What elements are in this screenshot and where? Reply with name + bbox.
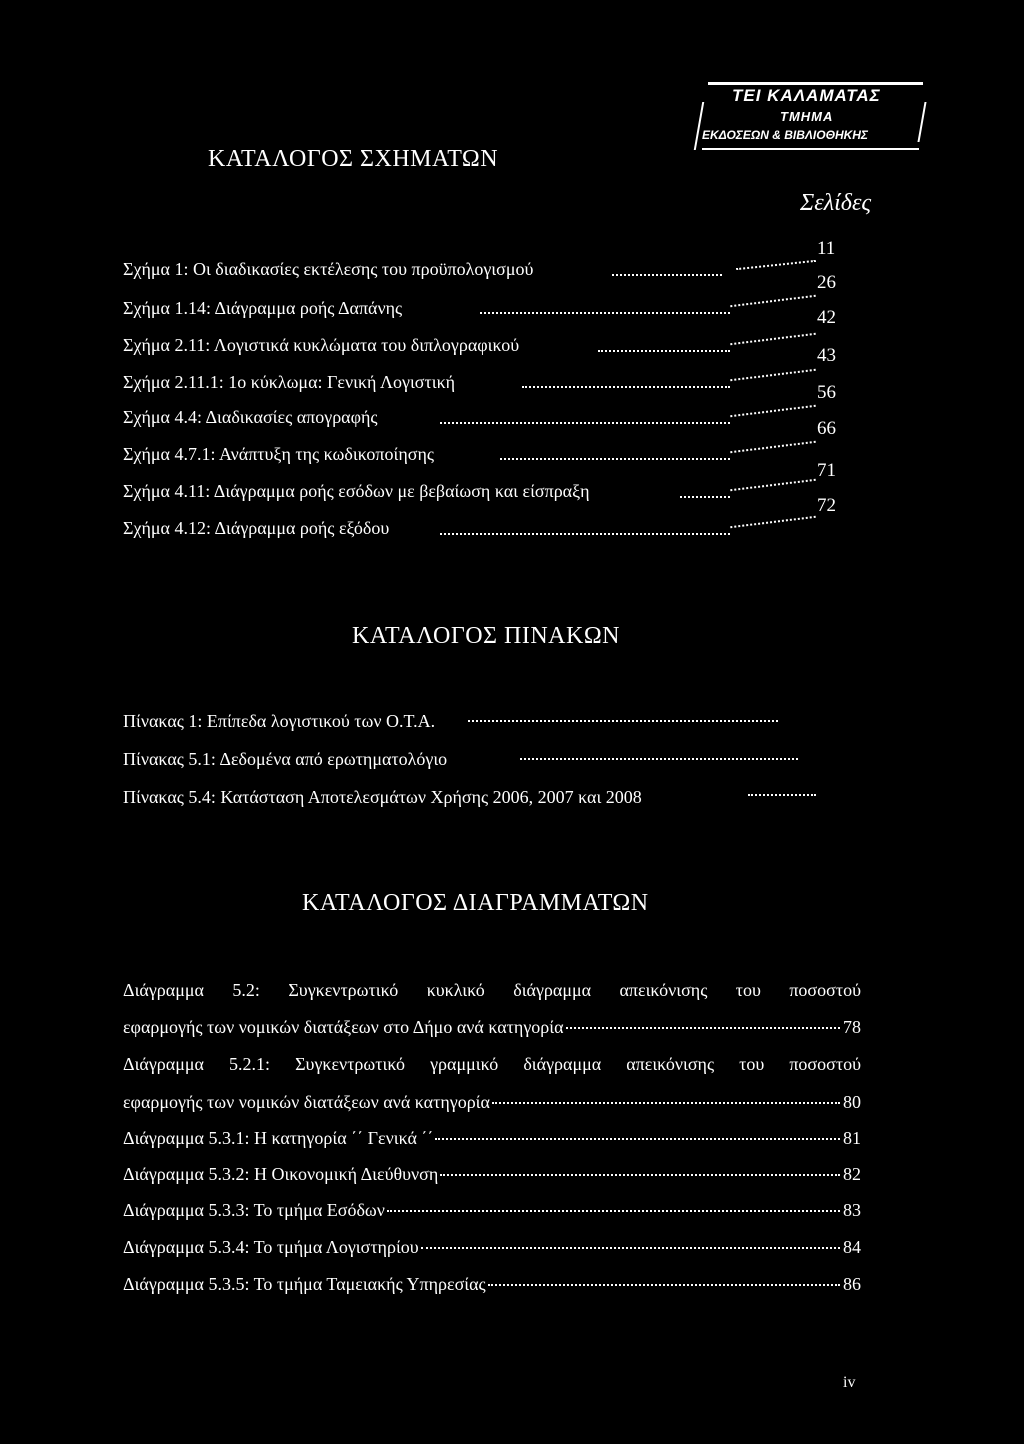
figure-entry-6 [123,443,434,465]
table-entry-2 [123,748,447,770]
table-entry-text: Πίνακας 5.1: Δεδομένα από ερωτηματολόγιο [123,749,448,769]
diagram-entry-2 [123,1090,861,1114]
diagram-entry-text: Διάγραμμα 5.3.5: Το τμήμα Ταμειακής Υπηρεσίας [123,1274,486,1294]
figure-entry-8 [123,517,389,539]
figure-entry-text: Σχήμα 4.12: Διάγραμμα ροής εξόδου [123,518,390,538]
stamp-line-2: ΤΜΗΜΑ [780,109,834,124]
figure-entry-text: Σχήμα 4.4: Διαδικασίες απογραφής [123,407,378,427]
stamp-line-1: ΤΕΙ ΚΑΛΑΜΑΤΑΣ [732,86,881,105]
diagram-page: 83 [843,1200,861,1220]
tables-heading: ΚΑΤΑΛΟΓΟΣ ΠΙΝΑΚΩΝ [352,623,621,649]
library-stamp [698,82,923,150]
table-entry-text: Πίνακας 5.4: Κατάσταση Αποτελεσμάτων Χρήσης 2006, 2007 και 2008 [123,787,642,807]
figure-page-4: 43 [817,345,836,366]
diagram-entry-text: Διάγραμμα 5.3.4: Το τμήμα Λογιστηρίου [123,1237,419,1257]
table-entry-text: Πίνακας 1: Επίπεδα λογιστικού των Ο.Τ.Α. [123,711,436,731]
figure-entry-text: Σχήμα 1.14: Διάγραμμα ροής Δαπάνης [123,298,403,318]
diagram-page: 81 [843,1128,861,1148]
diagram-entry-3 [123,1126,861,1150]
page-folio: iv [843,1374,856,1391]
figure-page-7: 71 [817,460,836,481]
figures-heading: ΚΑΤΑΛΟΓΟΣ ΣΧΗΜΑΤΩΝ [208,146,499,172]
diagram-entry-1 [123,1015,861,1039]
diagram-page: 80 [843,1092,861,1112]
diagram-entry-1-line-1: Διάγραμμα 5.2: Συγκεντρωτικό κυκλικό διάγραμμα απεικόνισης του ποσοστού [123,980,861,1000]
figure-entry-text: Σχήμα 1: Οι διαδικασίες εκτέλεσης του προϋπολογισμού [123,259,534,279]
diagram-entry-text: εφαρμογής των νομικών διατάξεων ανά κατηγορία [123,1092,490,1112]
diagram-entry-text: εφαρμογής των νομικών διατάξεων στο Δήμο ανά κατηγορία [123,1017,564,1037]
figure-entry-text: Σχήμα 2.11.1: 1ο κύκλωμα: Γενική Λογιστική [123,372,456,392]
diagram-page: 78 [843,1017,861,1037]
table-entry-1 [123,710,435,732]
figure-entry-5 [123,406,378,428]
figure-page-3: 42 [817,307,836,328]
figure-entry-4 [123,371,455,393]
diagram-entry-text: Διάγραμμα 5.3.1: Η κατηγορία ΄΄ Γενικά ΄΄ [123,1128,434,1148]
diagram-entry-6 [123,1235,861,1259]
diagram-entry-4 [123,1162,861,1186]
diagram-page: 84 [843,1237,861,1257]
figure-entry-text: Σχήμα 4.11: Διάγραμμα ροής εσόδων με βεβαίωση και είσπραξη [123,481,590,501]
diagram-entry-5 [123,1198,861,1222]
figure-entry-7 [123,480,590,502]
figure-entry-3 [123,334,519,356]
figure-entry-2 [123,297,402,319]
figure-page-1: 11 [817,238,836,259]
diagram-entry-text: Διάγραμμα 5.3.3: Το τμήμα Εσόδων [123,1200,385,1220]
figure-entry-1 [123,258,533,280]
diagrams-heading: ΚΑΤΑΛΟΓΟΣ ΔΙΑΓΡΑΜΜΑΤΩΝ [302,890,649,916]
figure-entry-text: Σχήμα 4.7.1: Ανάπτυξη της κωδικοποίησης [123,444,434,464]
figure-entry-text: Σχήμα 2.11: Λογιστικά κυκλώματα του διπλογραφικού [123,335,520,355]
diagram-entry-7 [123,1272,861,1296]
stamp-line-3: ΕΚΔΟΣΕΩΝ & ΒΙΒΛΙΟΘΗΚΗΣ [702,128,869,142]
figure-page-2: 26 [817,272,836,293]
figure-page-8: 72 [817,495,836,516]
diagram-page: 82 [843,1164,861,1184]
table-entry-3 [123,786,642,808]
diagram-entry-text: Διάγραμμα 5.3.2: Η Οικονομική Διεύθυνση [123,1164,439,1184]
pages-label: Σελίδες [800,190,872,216]
figure-page-6: 66 [817,418,836,439]
diagram-entry-2-line-1: Διάγραμμα 5.2.1: Συγκεντρωτικό γραμμικό διάγραμμα απεικόνισης του ποσοστού [123,1054,861,1074]
diagram-page: 86 [843,1274,861,1294]
figure-page-5: 56 [817,382,836,403]
